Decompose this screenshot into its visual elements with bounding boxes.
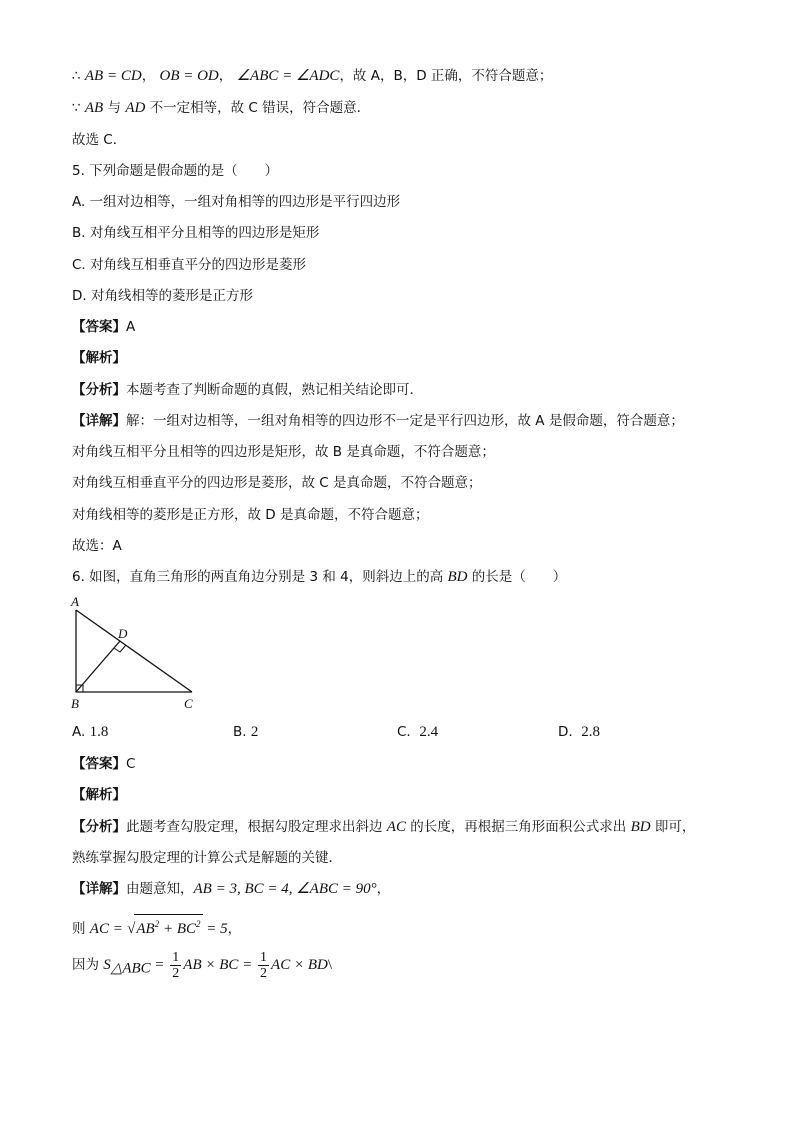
label-c: C	[184, 696, 193, 711]
answer-value: A	[126, 319, 136, 335]
q6-option-a	[72, 724, 108, 741]
altitude-bd	[76, 641, 120, 692]
math-ac-rhs: = 5	[202, 921, 228, 937]
math-ob-eq-od: OB = OD	[159, 68, 219, 84]
q6-xiangjie	[72, 880, 390, 898]
triangle-figure	[66, 592, 216, 712]
q5-choose: 故选：A	[72, 538, 122, 554]
choose-line: 故选 C．	[72, 132, 127, 148]
separator: ，	[218, 68, 233, 84]
frac-denominator: 2	[260, 965, 268, 981]
frac-numerator: 1	[172, 949, 180, 965]
q5-analysis-tag: 【解析】	[72, 350, 126, 366]
math-ac-lhs: AC =	[89, 921, 123, 937]
fenxi-text: 此题考查勾股定理，根据勾股定理求出斜边	[126, 819, 387, 835]
q5-answer	[72, 318, 135, 336]
answer-value: C	[126, 756, 136, 772]
side-ac	[76, 610, 192, 692]
math-ab-eq-cd: AB = CD	[84, 68, 142, 84]
fraction-half	[170, 950, 181, 981]
answer-tag: 【答案】	[72, 756, 126, 772]
xiangjie-tag: 【详解】	[72, 413, 126, 429]
math-area-sub: △ABC	[110, 960, 151, 977]
math-angle-eq: ∠ABC = ∠ADC	[236, 68, 340, 84]
q6-answer	[72, 755, 135, 773]
option-value: 2.8	[581, 724, 601, 740]
therefore-symbol: ∴	[72, 68, 81, 84]
q6-option-c	[397, 724, 438, 741]
q5-fenxi	[72, 381, 423, 399]
q5-detail-4: 对角线相等的菱形是正方形，故 D 是真命题，不符合题意；	[72, 507, 429, 523]
option-key: D.	[558, 724, 573, 740]
fraction-half	[258, 950, 269, 981]
q6-option-b	[233, 724, 258, 741]
math-ab-bc: AB × BC	[183, 957, 239, 973]
q6-stem-text: 6. 如图，直角三角形的两直角边分别是 3 和 4，则斜边上的高	[72, 569, 448, 585]
q5-option-b: B. 对角线互相平分且相等的四边形是矩形	[72, 225, 320, 241]
q6-fenxi-2: 熟练掌握勾股定理的计算公式是解题的关键．	[72, 850, 342, 866]
equals: =	[150, 957, 169, 973]
ze-text: 则	[72, 921, 90, 937]
q5-detail-3: 对角线互相垂直平分的四边形是菱形，故 C 是真命题，不符合题意；	[72, 475, 482, 491]
q6-ac-line	[72, 914, 241, 938]
q6-area-line	[72, 948, 332, 986]
xiangjie-text: ，	[376, 881, 391, 897]
equals: =	[238, 957, 257, 973]
xiangjie-text: 由题意知，	[126, 881, 194, 897]
solution-line-1	[72, 67, 552, 85]
fenxi-text: 本题考查了判断命题的真假，熟记相关结论即可．	[126, 382, 423, 398]
fenxi-tag: 【分析】	[72, 819, 126, 835]
q6-stem	[72, 568, 566, 586]
math-bd: BD	[447, 569, 468, 585]
sqrt-radicand	[134, 914, 202, 938]
label-b: B	[71, 696, 79, 711]
math-ab: AB	[84, 100, 104, 116]
fenxi-text: 即可，	[650, 819, 696, 835]
label-a: A	[71, 594, 79, 609]
xiangjie-text: 解：一组对边相等，一组对角相等的四边形不一定是平行四边形，故 A 是假命题，符合题意；	[126, 413, 684, 429]
math-ac: AC	[386, 819, 406, 835]
option-key: B.	[233, 724, 247, 740]
q5-option-a: A. 一组对边相等，一组对角相等的四边形是平行四边形	[72, 194, 401, 210]
fenxi-tag: 【分析】	[72, 382, 126, 398]
solution-text: 与	[103, 100, 126, 116]
solution-text: 不一定相等，故 C 错误，符合题意．	[145, 100, 371, 116]
frac-numerator: 1	[260, 949, 268, 965]
q6-fenxi	[72, 818, 695, 836]
math-bd: BD	[630, 819, 651, 835]
xiangjie-tag: 【详解】	[72, 881, 126, 897]
trailing-backslash: \	[327, 957, 333, 973]
q5-xiangjie	[72, 412, 684, 430]
separator: ，	[141, 68, 156, 84]
radicand-bc: + BC	[159, 921, 196, 937]
label-d: D	[118, 626, 128, 641]
solution-text: ，故 A，B，D 正确，不符合题意；	[339, 68, 553, 84]
answer-tag: 【答案】	[72, 319, 126, 335]
q6-analysis-tag: 【解析】	[72, 787, 126, 803]
q5-option-d: D. 对角线相等的菱形是正方形	[72, 288, 253, 304]
sqrt-sign: √	[127, 921, 136, 937]
math-ac-bd: AC × BD	[271, 957, 328, 973]
math-ad: AD	[125, 100, 146, 116]
q5-stem: 5. 下列命题是假命题的是（ ）	[72, 163, 279, 179]
q5-option-c: C. 对角线互相垂直平分的四边形是菱形	[72, 257, 307, 273]
option-key: A.	[72, 724, 86, 740]
math-area-s: S	[103, 957, 111, 973]
square-exp: 2	[154, 919, 160, 929]
solution-line-2	[72, 99, 370, 117]
q6-stem-text: 的长是（ ）	[467, 569, 567, 585]
yinwei-text: 因为	[72, 957, 104, 973]
because-symbol: ∵	[72, 100, 81, 116]
radicand-ab: AB	[136, 921, 155, 937]
option-value: 2	[250, 724, 259, 740]
math-given: AB = 3, BC = 4, ∠ABC = 90°	[193, 881, 377, 897]
q6-option-d	[558, 724, 600, 741]
comma: ，	[227, 921, 242, 937]
square-exp: 2	[196, 919, 201, 929]
option-key: C.	[397, 724, 411, 740]
q5-detail-2: 对角线互相平分且相等的四边形是矩形，故 B 是真命题，不符合题意；	[72, 444, 495, 460]
option-value: 1.8	[89, 724, 109, 740]
fenxi-text: 的长度，再根据三角形面积公式求出	[405, 819, 631, 835]
frac-denominator: 2	[172, 965, 180, 981]
option-value: 2.4	[419, 724, 439, 740]
